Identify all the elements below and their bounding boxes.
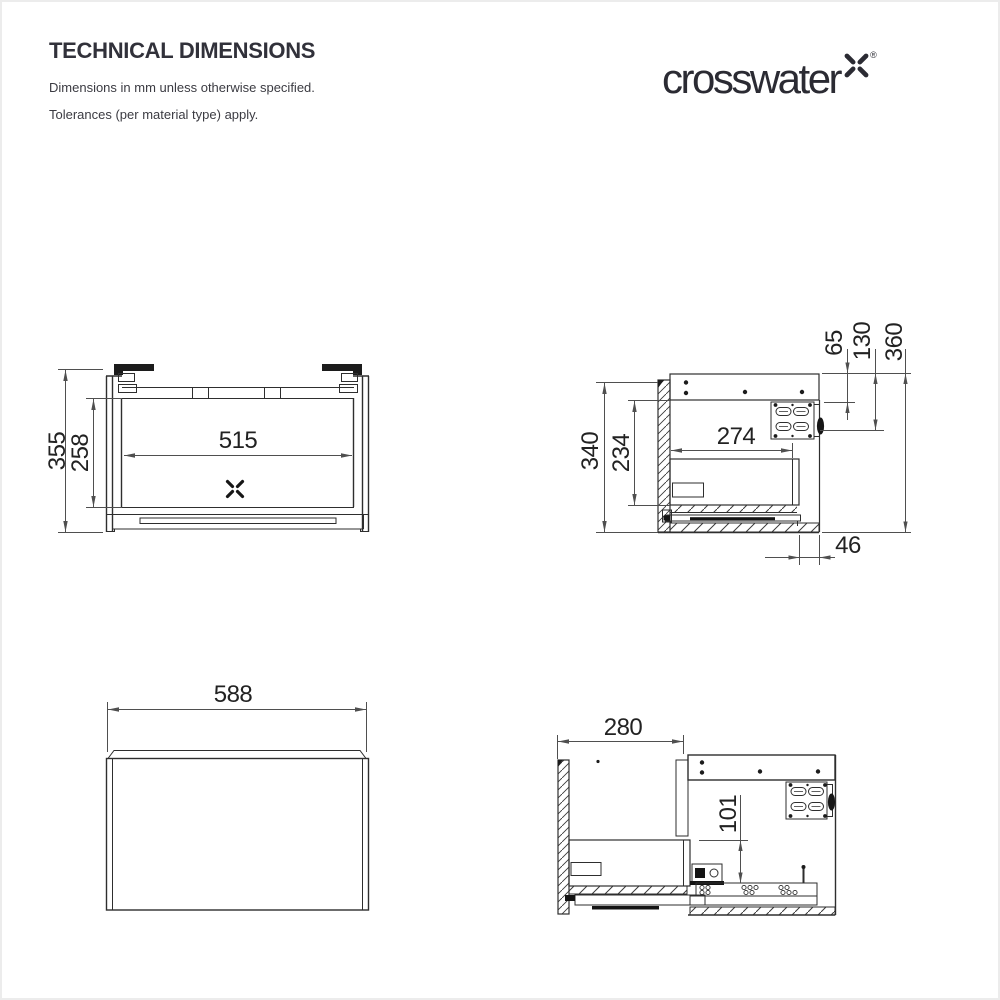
dim-overall-height-side: 360 [881,322,908,362]
front-view-top-dimension-lines [58,370,352,533]
drawer-box-closed [670,459,799,505]
dim-fixing-offset-top: 65 [821,330,848,356]
drawer-box-open [569,840,690,886]
front-panel-open-section [558,760,569,914]
crosswater-x-mark-icon [228,482,243,497]
front-view-bottom-dimension-lines [108,702,367,752]
dim-drawer-extension: 280 [603,714,643,741]
slide-coupling [690,864,724,885]
dim-fixing-offset-bottom: 130 [849,321,876,361]
note-tolerances: Tolerances (per material type) apply. [49,107,259,122]
drawing-canvas [2,2,1000,1000]
brand-logo-text: crosswater [662,55,841,102]
front-view-bottom-drawing [107,702,369,910]
dim-internal-width-front: 515 [218,427,258,454]
dim-internal-height-front: 258 [67,433,94,473]
technical-drawing-svg [2,2,1000,1000]
wall-bracket-left [114,364,154,393]
dim-overall-height-front: 355 [44,431,71,471]
dim-internal-depth-side: 274 [716,423,756,450]
dim-height-side: 340 [577,431,604,471]
dim-overall-width: 588 [213,681,253,708]
page-title: TECHNICAL DIMENSIONS [49,38,316,63]
registered-mark: ® [870,50,877,60]
wall-bracket-right [322,364,362,393]
dim-rear-clearance: 46 [835,532,861,559]
side-view-bottom-drawing [558,735,836,915]
front-view-top-drawing [58,364,369,533]
dim-internal-height-side: 234 [608,433,635,473]
hanging-bracket [771,402,824,439]
front-panel-section [658,380,670,532]
hanging-bracket-open-view [786,782,835,819]
note-units: Dimensions in mm unless otherwise specified. [49,80,315,95]
ball-carriage-rail [696,865,817,896]
side-view-top-drawing [596,349,911,565]
dim-drawer-internal-height: 101 [715,794,742,834]
